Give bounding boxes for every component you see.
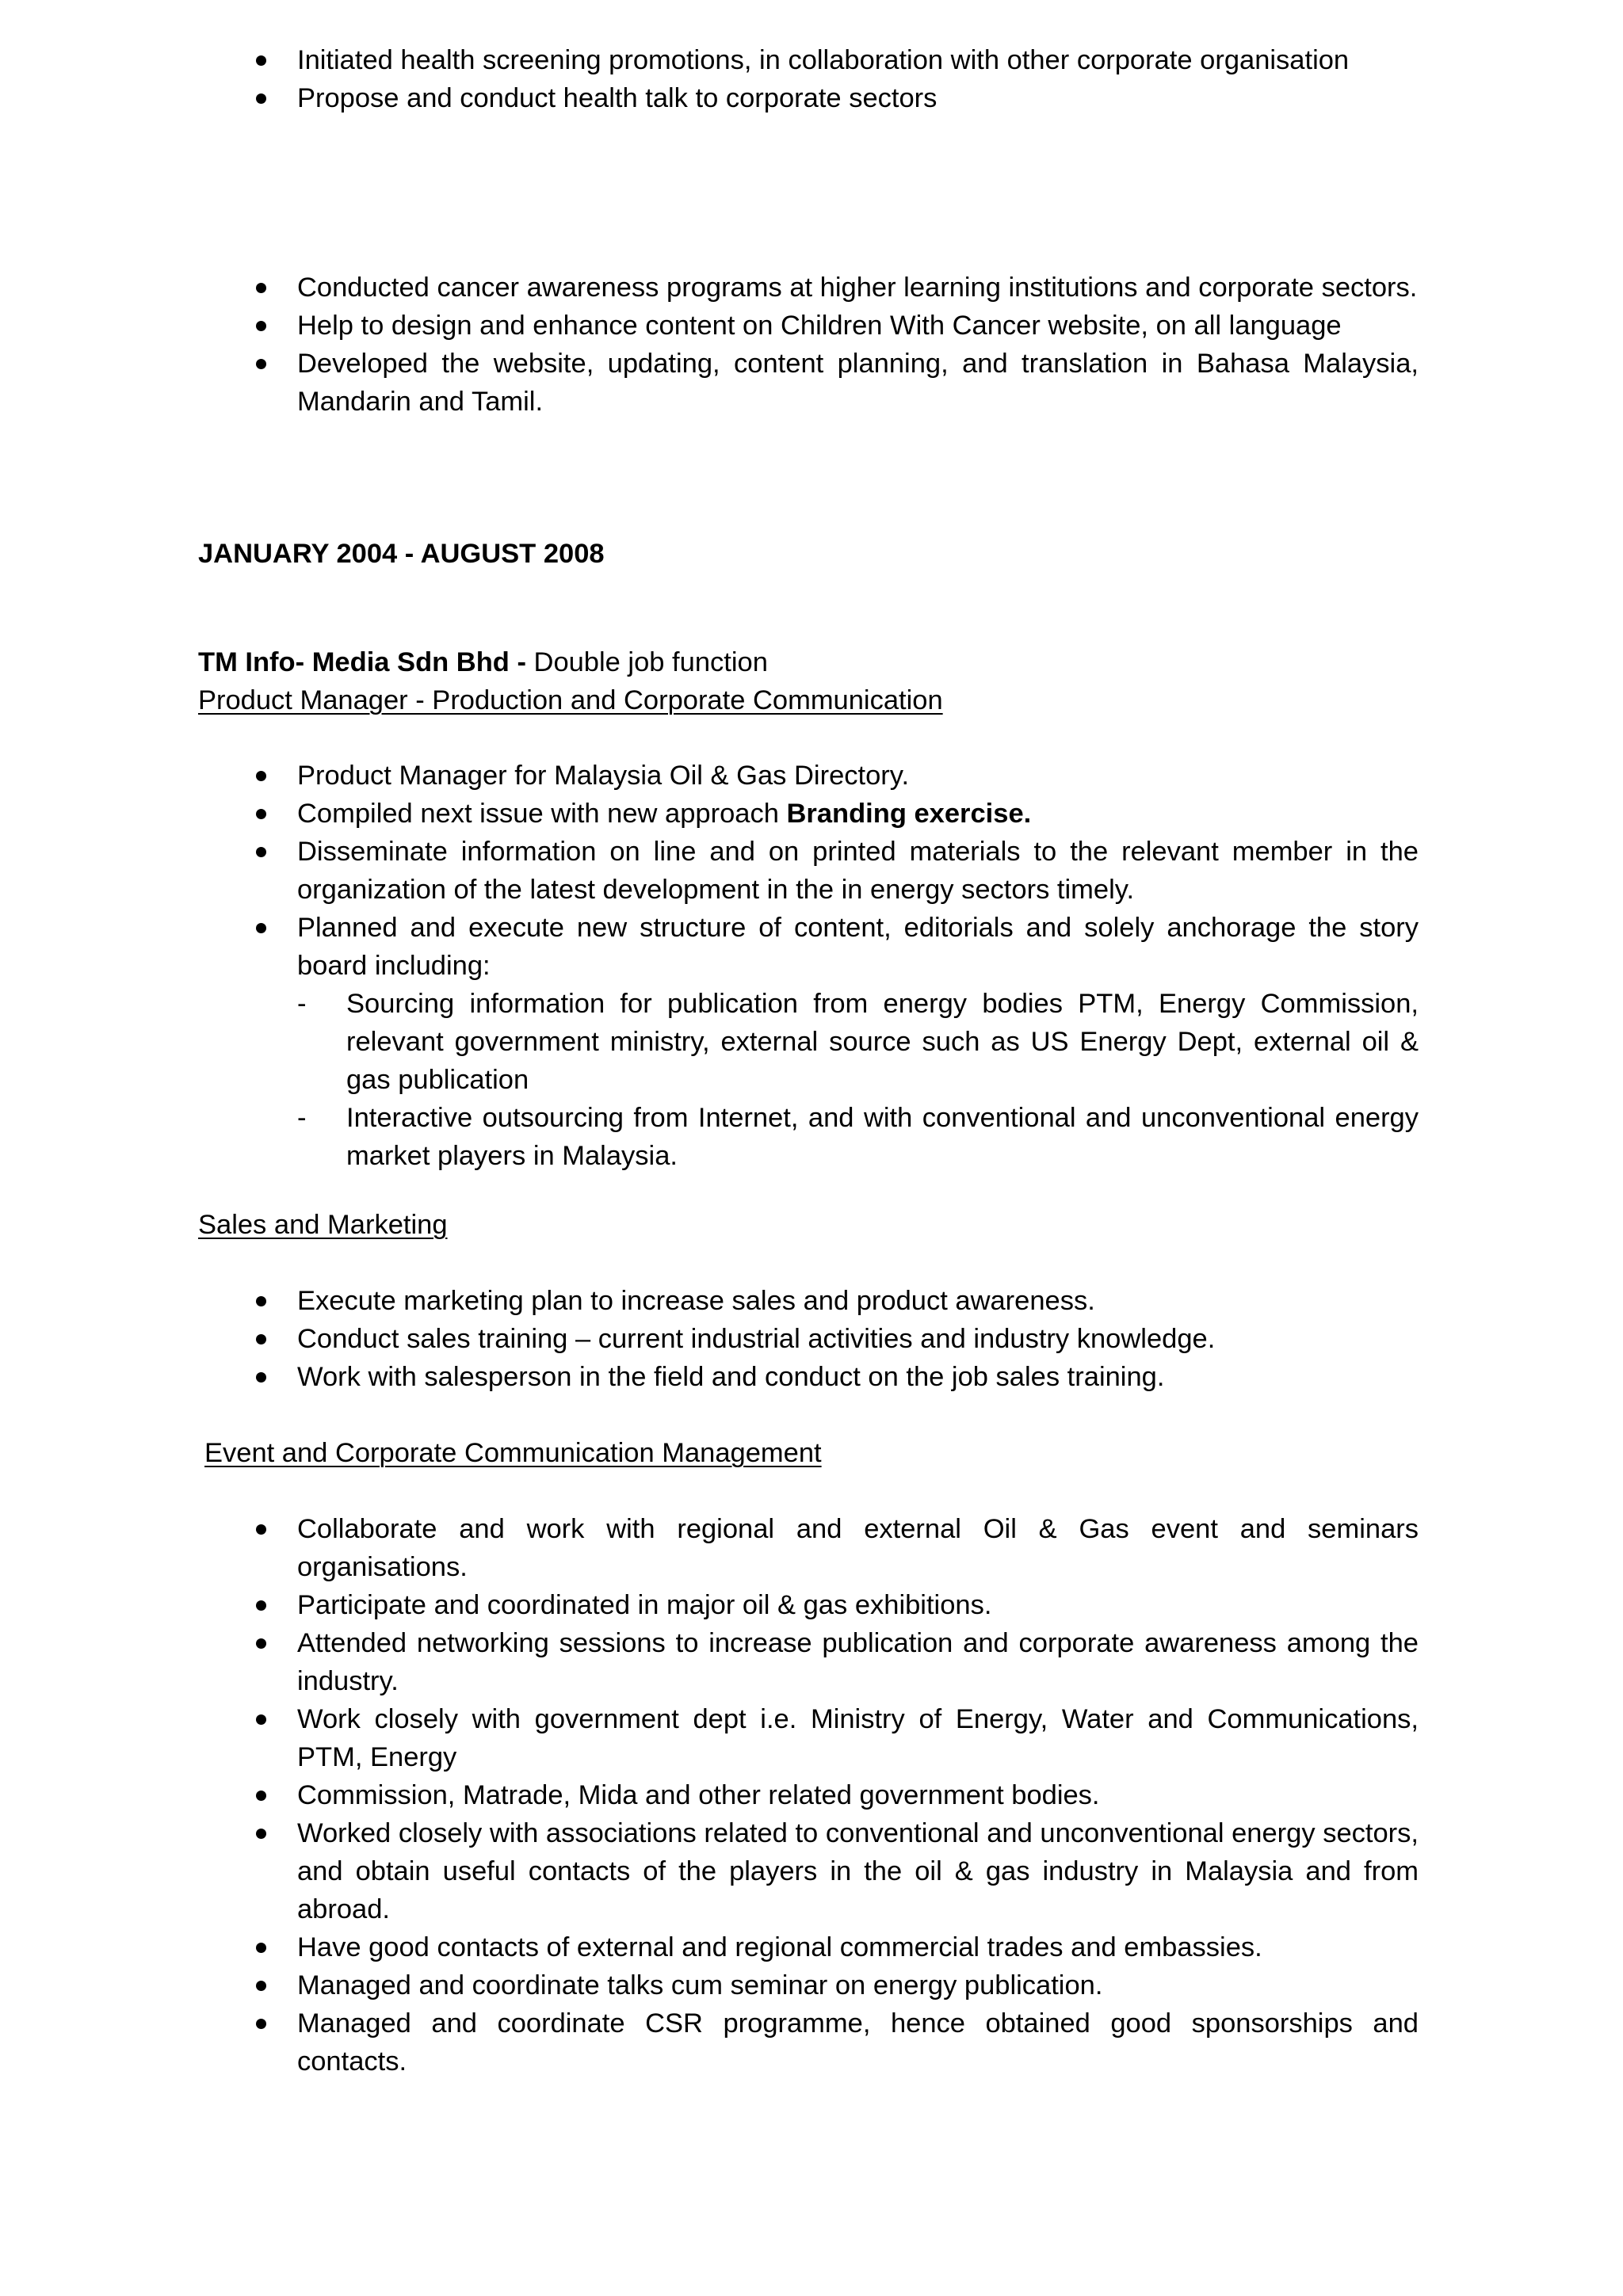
list-item: Propose and conduct health talk to corporate sectors xyxy=(198,79,1419,117)
branding-exercise-emphasis: Branding exercise. xyxy=(786,799,1032,829)
story-board-sublist xyxy=(297,985,1419,1175)
event-communication-list xyxy=(198,1510,1419,2081)
period-heading: JANUARY 2004 - AUGUST 2008 xyxy=(198,539,605,569)
sub-list-item: - Interactive outsourcing from Internet, and with conventional and unconventional energy market players in Malaysia. xyxy=(297,1099,1419,1175)
list-item: Product Manager for Malaysia Oil & Gas Directory. xyxy=(198,757,1419,795)
list-item: Disseminate information on line and on printed materials to the relevant member in the organization of the latest development in the in energy sectors timely. xyxy=(198,833,1419,909)
employer-line xyxy=(198,643,768,681)
health-promotion-list xyxy=(198,41,1419,117)
role-heading: Product Manager - Production and Corporate Communication xyxy=(198,685,943,715)
employer-name: TM Info- Media Sdn Bhd - xyxy=(198,647,526,677)
list-item xyxy=(198,795,1419,833)
list-item: Help to design and enhance content on Children With Cancer website, on all language xyxy=(198,307,1419,345)
sales-marketing-list xyxy=(198,1282,1419,1396)
list-item-text: Compiled next issue with new approach xyxy=(297,799,787,829)
list-item: Managed and coordinate CSR programme, hence obtained good sponsorships and contacts. xyxy=(198,2004,1419,2081)
list-item: Work closely with government dept i.e. Ministry of Energy, Water and Communications, PTM, Energy xyxy=(198,1700,1419,1776)
list-item: Work with salesperson in the field and conduct on the job sales training. xyxy=(198,1358,1419,1396)
list-item: Managed and coordinate talks cum seminar on energy publication. xyxy=(198,1966,1419,2004)
list-item: Collaborate and work with regional and external Oil & Gas event and seminars organisations. xyxy=(198,1510,1419,1586)
list-item: Planned and execute new structure of content, editorials and solely anchorage the story board including: xyxy=(198,909,1419,985)
list-item: Commission, Matrade, Mida and other related government bodies. xyxy=(198,1776,1419,1814)
cancer-awareness-list xyxy=(198,269,1419,421)
product-manager-list xyxy=(198,757,1419,985)
list-item: Execute marketing plan to increase sales and product awareness. xyxy=(198,1282,1419,1320)
list-item: Worked closely with associations related to conventional and unconventional energy sectors, and obtain useful contacts of the players in the oil & gas industry in Malaysia and from abroad. xyxy=(198,1814,1419,1928)
list-item: Participate and coordinated in major oil & gas exhibitions. xyxy=(198,1586,1419,1624)
list-item: Have good contacts of external and regional commercial trades and embassies. xyxy=(198,1928,1419,1966)
list-item: Initiated health screening promotions, in collaboration with other corporate organisation xyxy=(198,41,1419,79)
list-item: Conducted cancer awareness programs at higher learning institutions and corporate sectors. xyxy=(198,269,1419,307)
event-heading: Event and Corporate Communication Management xyxy=(204,1438,822,1468)
sales-heading: Sales and Marketing xyxy=(198,1210,448,1240)
list-item: Developed the website, updating, content planning, and translation in Bahasa Malaysia, Mandarin and Tamil. xyxy=(198,345,1419,421)
employer-note: Double job function xyxy=(525,647,768,677)
list-item: Attended networking sessions to increase publication and corporate awareness among the industry. xyxy=(198,1624,1419,1700)
list-item: Conduct sales training – current industrial activities and industry knowledge. xyxy=(198,1320,1419,1358)
sub-list-item: - Sourcing information for publication from energy bodies PTM, Energy Commission, relevant government ministry, external source such as US Energy Dept, external oil & gas publication xyxy=(297,985,1419,1099)
